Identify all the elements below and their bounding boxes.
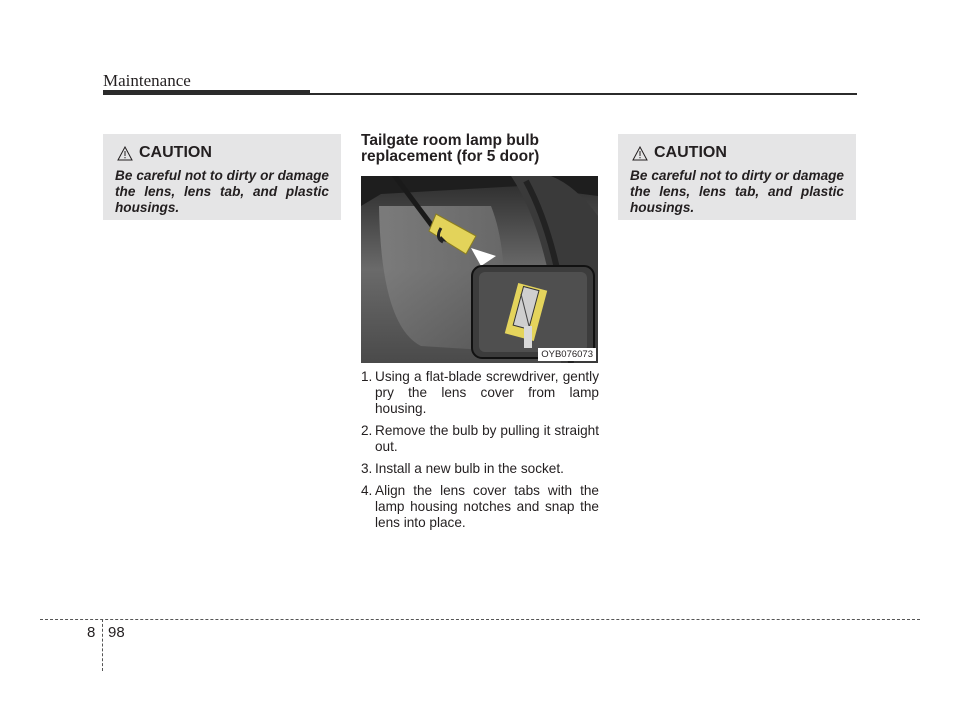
footer-rule: [40, 619, 920, 620]
caution-text: Be careful not to dirty or damage the lens, lens tab, and plastic housings.: [630, 168, 844, 215]
caution-box-right: [618, 134, 856, 220]
step-text: Remove the bulb by pulling it straight out.: [375, 423, 599, 454]
step-item: [361, 369, 599, 417]
footer-divider: [102, 619, 103, 671]
caution-box-left: [103, 134, 341, 220]
step-item: [361, 461, 599, 477]
caution-text: Be careful not to dirty or damage the lens, lens tab, and plastic housings.: [115, 168, 329, 215]
figure-code: OYB076073: [538, 348, 596, 361]
caution-title: CAUTION: [139, 144, 212, 161]
page-header-title: Maintenance: [103, 71, 191, 90]
step-number: 1.: [361, 369, 373, 384]
header-rule-thin: [310, 93, 857, 95]
warning-triangle-icon: [632, 146, 648, 161]
section-column: [361, 133, 601, 165]
figure-tailgate-lamp: [361, 176, 598, 363]
steps-list: [361, 369, 599, 537]
page-section-number: 8: [87, 624, 96, 641]
step-text: Align the lens cover tabs with the lamp housing notches and snap the lens into place.: [375, 483, 599, 530]
warning-triangle-icon: [117, 146, 133, 161]
step-item: [361, 483, 599, 531]
page-number: 98: [108, 624, 125, 641]
step-text: Install a new bulb in the socket.: [375, 461, 564, 476]
step-number: 3.: [361, 461, 373, 476]
step-number: 2.: [361, 423, 373, 438]
section-title: Tailgate room lamp bulb replacement (for 5 door): [361, 132, 540, 165]
caution-header: [117, 144, 329, 162]
step-item: [361, 423, 599, 455]
header-rule-thick: [103, 90, 310, 95]
step-text: Using a flat-blade screwdriver, gently pry the lens cover from lamp housing.: [375, 369, 599, 416]
caution-header: [632, 144, 844, 162]
caution-title: CAUTION: [654, 144, 727, 161]
tailgate-lamp-illustration: [361, 176, 598, 363]
step-number: 4.: [361, 483, 373, 498]
